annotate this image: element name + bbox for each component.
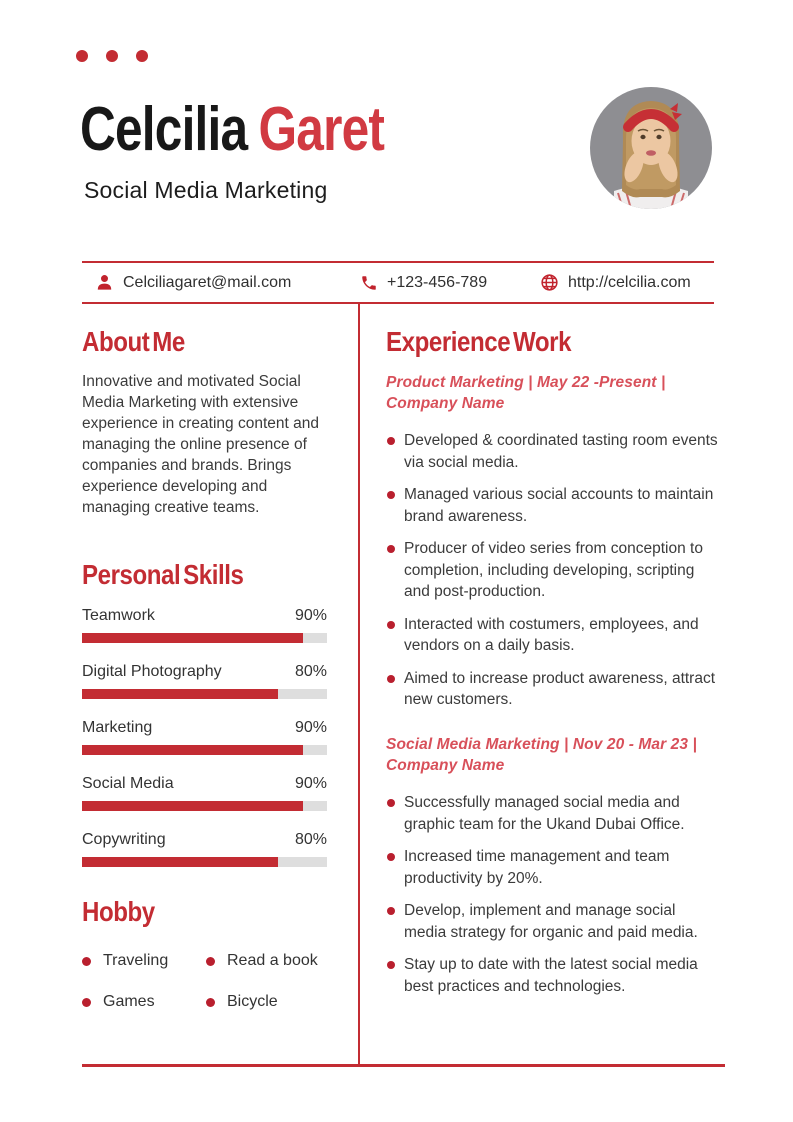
skill-row (82, 774, 327, 811)
skill-bar-fill (82, 633, 303, 643)
bullet-dot-icon (82, 957, 91, 966)
contact-phone (360, 263, 487, 302)
skill-bar-track (82, 857, 327, 867)
phone-icon (360, 274, 378, 292)
about-heading: About Me (82, 326, 185, 357)
contact-email (95, 263, 291, 302)
contact-website-text: http://celcilia.com (568, 273, 691, 291)
skill-row (82, 830, 327, 867)
hobby-item (82, 952, 206, 970)
skill-value: 80% (294, 831, 327, 848)
job-bullet: Increased time management and team productivity by 20%. (386, 846, 718, 889)
skill-value: 80% (294, 663, 327, 680)
skill-label: Teamwork (82, 607, 155, 624)
skill-bar-fill (82, 745, 303, 755)
skill-row (82, 662, 327, 699)
skills-heading: Personal Skills (82, 559, 244, 590)
bullet-dot-icon (206, 957, 215, 966)
hobby-item (206, 952, 342, 970)
job-bullet: Aimed to increase product awareness, attract new customers. (386, 668, 718, 711)
skill-row (82, 606, 327, 643)
hobby-item (82, 993, 206, 1011)
contact-bar (82, 261, 714, 304)
dot-icon (136, 50, 148, 62)
hobby-heading: Hobby (82, 896, 155, 927)
job-bullet: Managed various social accounts to maintain brand awareness. (386, 484, 718, 527)
globe-icon (540, 273, 559, 292)
dot-icon (76, 50, 88, 62)
skill-row (82, 718, 327, 755)
column-divider (358, 304, 360, 1064)
about-text: Innovative and motivated Social Media Marketing with extensive experience in creating content and managing the online presence of companies and brands. Brings experience developing and managing creative teams. (82, 373, 319, 516)
page-title (80, 95, 460, 164)
hobby-list (82, 952, 342, 1011)
decorative-dots (76, 50, 148, 62)
hobby-label: Games (103, 993, 155, 1010)
experience-heading: Experience Work (386, 326, 572, 357)
footer-divider (82, 1064, 725, 1067)
job-bullet: Producer of video series from conception to completion, including developing, scripting and post-production. (386, 538, 718, 603)
job-bullet: Develop, implement and manage social media strategy for organic and paid media. (386, 900, 718, 943)
skill-value: 90% (294, 607, 327, 624)
job-bullet: Developed & coordinated tasting room events via social media. (386, 430, 718, 473)
skill-label: Digital Photography (82, 663, 222, 680)
skill-value: 90% (294, 775, 327, 792)
contact-phone-text: +123-456-789 (387, 273, 488, 291)
profile-photo (590, 87, 712, 209)
skill-bar-fill (82, 857, 278, 867)
bullet-dot-icon (206, 998, 215, 1007)
job-title: Product Marketing | May 22 -Present | Company Name (386, 374, 666, 412)
hobby-item (206, 993, 342, 1011)
skill-value: 90% (294, 719, 327, 736)
profile-photo-illustration (590, 87, 712, 209)
skill-bar-track (82, 633, 327, 643)
skill-bar-fill (82, 801, 303, 811)
last-name: Garet (258, 95, 385, 164)
skill-bar-fill (82, 689, 278, 699)
skill-bar-track (82, 745, 327, 755)
first-name: Celcilia (80, 95, 248, 164)
job-bullet: Interacted with costumers, employees, and vendors on a daily basis. (386, 614, 718, 657)
job-bullet-list (386, 430, 718, 722)
person-icon (95, 273, 114, 292)
hobby-label: Read a book (227, 952, 318, 969)
skill-label: Marketing (82, 719, 153, 736)
role-subtitle: Social Media Marketing (84, 177, 328, 203)
hobby-label: Traveling (103, 952, 169, 969)
contact-email-text: Celciliagaret@mail.com (123, 273, 292, 291)
skill-bar-track (82, 689, 327, 699)
job-bullet-list (386, 792, 718, 1008)
job-bullet: Stay up to date with the latest social media best practices and technologies. (386, 954, 718, 997)
hobby-label: Bicycle (227, 993, 278, 1010)
skill-bar-track (82, 801, 327, 811)
dot-icon (106, 50, 118, 62)
bullet-dot-icon (82, 998, 91, 1007)
skill-label: Copywriting (82, 831, 166, 848)
skill-label: Social Media (82, 775, 174, 792)
job-bullet: Successfully managed social media and graphic team for the Ukand Dubai Office. (386, 792, 718, 835)
contact-website (540, 263, 691, 302)
job-title: Social Media Marketing | Nov 20 - Mar 23 | Company Name (386, 736, 697, 774)
skills-list (82, 606, 327, 886)
